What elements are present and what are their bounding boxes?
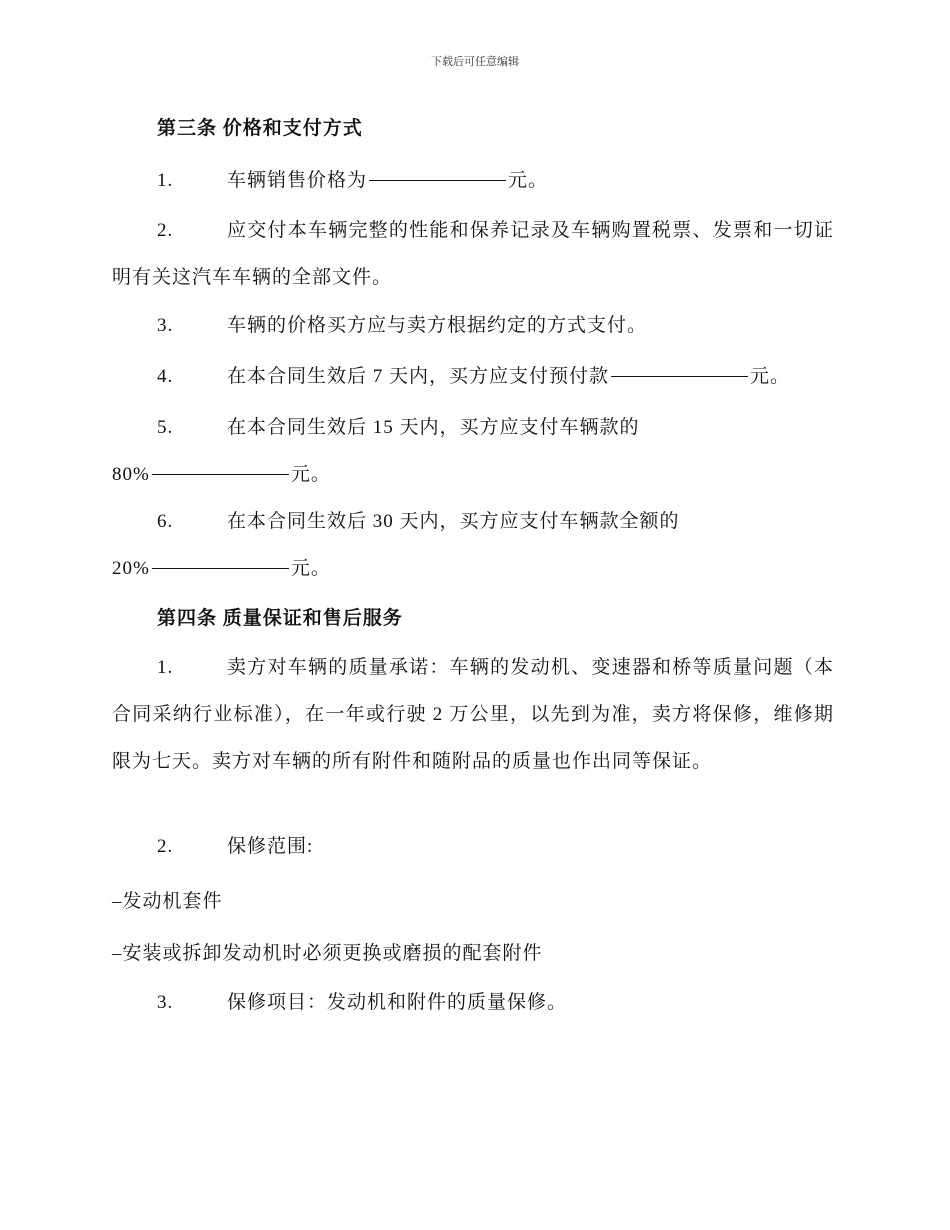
s4-item-1: [112, 644, 834, 785]
scope-item-accessories: –安装或拆卸发动机时必须更换或磨损的配套附件: [112, 943, 543, 964]
item-text: 保修范围:: [227, 836, 314, 857]
blank-line: [152, 567, 289, 569]
item-number: 2.: [157, 836, 174, 857]
item-text: 在本合同生效后 7 天内，买方应支付预付款: [227, 366, 610, 387]
item-text: 车辆销售价格为: [227, 170, 368, 191]
item-number: 6.: [157, 511, 174, 532]
percent-text: 80%: [112, 464, 150, 485]
scope-item-engine-kit: –发动机套件: [112, 891, 223, 912]
item-text: 卖方对车辆的质量承诺：车辆的发动机、变速器和桥等质量问题（本合同采纳行业标准），在一年或行驶 2 万公里，以先到为准，卖方将保修，维修期限为七天。卖方对车辆的所有附件和随附品的质量也作出同等保证。: [112, 657, 834, 772]
item-number: 4.: [157, 366, 174, 387]
section-4-title: 第四条 质量保证和售后服务: [157, 608, 403, 629]
item-number: 1.: [157, 170, 174, 191]
s3-item-2: [112, 207, 834, 301]
item-number: 3.: [157, 992, 174, 1013]
page-header: 下载后可任意编辑: [431, 56, 519, 68]
percent-text: 20%: [112, 558, 150, 579]
section-3-title: 第三条 价格和支付方式: [157, 118, 363, 139]
item-number: 2.: [157, 220, 174, 241]
item-text: 应交付本车辆完整的性能和保养记录及车辆购置税票、发票和一切证明有关这汽车车辆的全部文件。: [112, 220, 834, 288]
blank-line: [369, 179, 506, 181]
s3-item-3: [112, 302, 834, 349]
s4-item-2: [112, 823, 834, 870]
item-number: 5.: [157, 417, 174, 438]
s3-item-4: [112, 353, 834, 400]
s3-item-1: [112, 157, 834, 204]
item-text-suffix: 元。: [290, 558, 331, 579]
blank-line: [611, 375, 748, 377]
item-text-suffix: 元。: [290, 464, 331, 485]
item-number: 1.: [157, 657, 174, 678]
item-text: 在本合同生效后 30 天内，买方应支付车辆款全额的: [227, 511, 680, 532]
item-text: 在本合同生效后 15 天内，买方应支付车辆款的: [227, 417, 640, 438]
blank-line: [152, 473, 289, 475]
item-text: 保修项目：发动机和附件的质量保修。: [227, 992, 568, 1013]
s3-item-5: [112, 404, 834, 498]
item-text-suffix: 元。: [750, 366, 791, 387]
item-text: 车辆的价格买方应与卖方根据约定的方式支付。: [227, 315, 648, 336]
item-text-suffix: 元。: [508, 170, 549, 191]
s3-item-6: [112, 498, 834, 592]
item-number: 3.: [157, 315, 174, 336]
s4-item-3: [112, 979, 834, 1026]
